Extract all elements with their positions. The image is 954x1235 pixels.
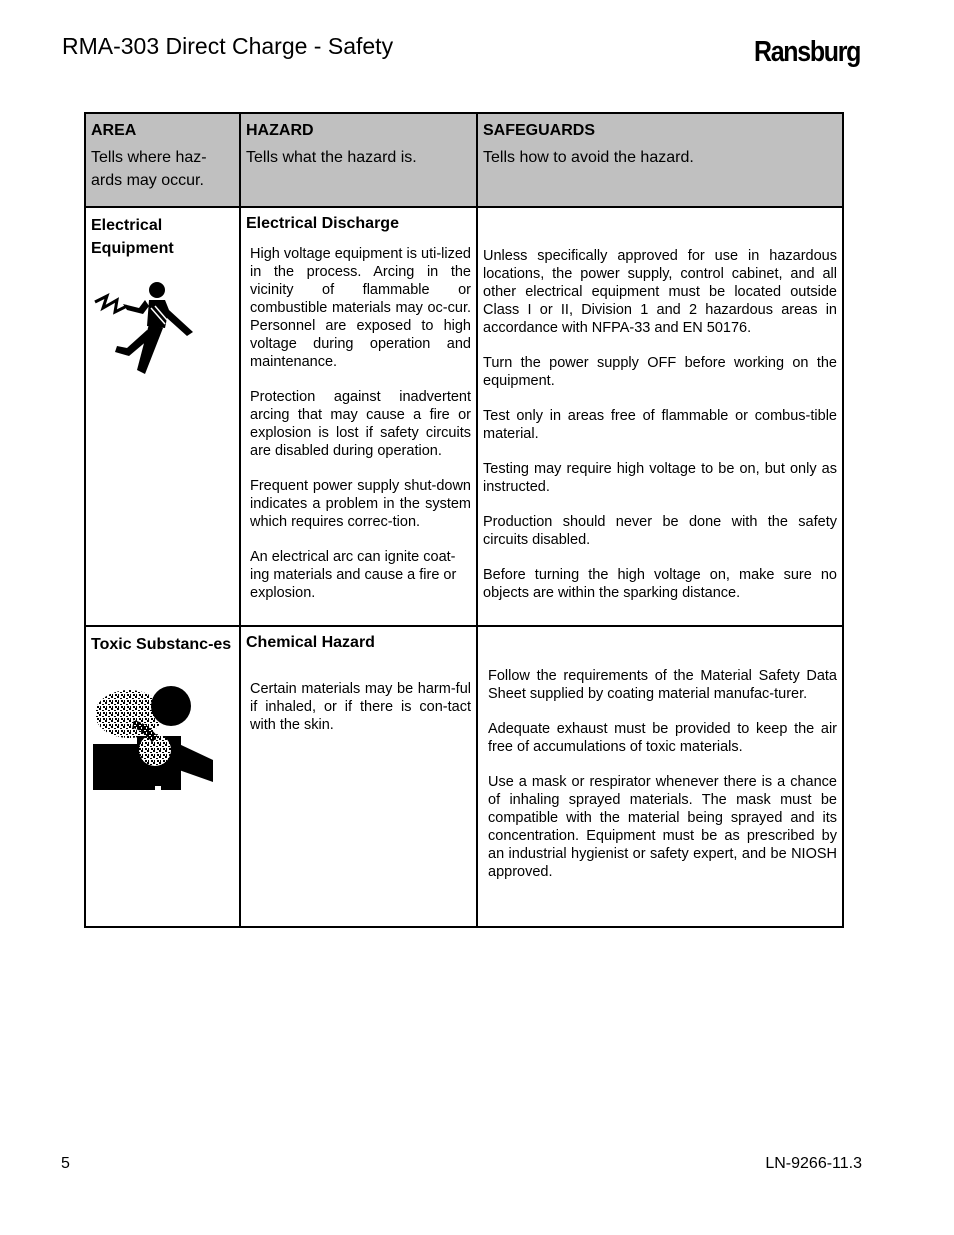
area-label: Electrical Equipment bbox=[91, 217, 174, 257]
table-row bbox=[85, 207, 843, 626]
document-code: LN-9266-11.3 bbox=[765, 1155, 862, 1172]
hazard-paragraph: Protection against inadvertent arcing that may cause a fire or explosion is lost if safety circuits are disabled during operation. bbox=[250, 389, 471, 459]
page-number: 5 bbox=[61, 1155, 70, 1172]
safeguard-paragraph: Use a mask or respirator whenever there is a chance of inhaling sprayed materials. The mask must be compatible with the material being sprayed and its concentration. Equipment must be as prescribed by an industrial hygienist or safety expert, and be NIOSH approved. bbox=[488, 774, 837, 880]
safeguards-list bbox=[483, 247, 837, 602]
safeguard-paragraph: Before turning the high voltage on, make sure no objects are within the sparking distance. bbox=[483, 567, 837, 601]
hazard-paragraph: Frequent power supply shut-down indicates a problem in the system which requires correc-tion. bbox=[250, 478, 471, 530]
hazard-paragraph: High voltage equipment is uti-lized in the process. Arcing in the vicinity of flammable or combustible materials may oc-cur. Personnel are exposed to high voltage during operation and maintenance. bbox=[250, 246, 471, 370]
hazard-title: Chemical Hazard bbox=[246, 634, 375, 651]
toxic-inhalation-icon bbox=[93, 684, 217, 802]
hazard-title: Electrical Discharge bbox=[246, 215, 399, 232]
safeguard-paragraph: Testing may require high voltage to be on, but only as instructed. bbox=[483, 461, 837, 495]
electric-shock-icon bbox=[93, 278, 205, 378]
column-heading: SAFEGUARDS bbox=[483, 122, 596, 139]
header-cell-area bbox=[85, 113, 240, 207]
table-header-row bbox=[85, 113, 843, 207]
safety-table bbox=[84, 112, 844, 928]
page-title: RMA-303 Direct Charge - Safety bbox=[62, 33, 394, 59]
hazard-description bbox=[246, 245, 471, 602]
safeguards-cell bbox=[477, 626, 843, 927]
column-heading: HAZARD bbox=[246, 122, 314, 139]
area-cell bbox=[85, 207, 240, 626]
hazard-paragraph: An electrical arc can ignite coat-ing materials and cause a fire or explosion. bbox=[250, 549, 457, 601]
area-label: Toxic Substanc-es bbox=[91, 636, 232, 653]
hazard-cell bbox=[240, 207, 477, 626]
safeguard-paragraph: Production should never be done with the safety circuits disabled. bbox=[483, 514, 837, 548]
area-cell bbox=[85, 626, 240, 927]
column-description: Tells what the hazard is. bbox=[246, 149, 417, 166]
safeguard-paragraph: Adequate exhaust must be provided to keep the air free of accumulations of toxic materials. bbox=[488, 721, 837, 755]
header-cell-safeguards bbox=[477, 113, 843, 207]
safeguard-paragraph: Test only in areas free of flammable or combus-tible material. bbox=[483, 408, 837, 442]
hazard-description bbox=[246, 680, 471, 734]
brand-logo: Ransburg bbox=[754, 36, 861, 68]
table-row bbox=[85, 626, 843, 927]
safeguard-paragraph: Follow the requirements of the Material Safety Data Sheet supplied by coating material manufac-turer. bbox=[488, 668, 837, 702]
column-description: Tells how to avoid the hazard. bbox=[483, 149, 694, 166]
safeguard-paragraph: Turn the power supply OFF before working on the equipment. bbox=[483, 355, 837, 389]
safeguard-paragraph: Unless specifically approved for use in hazardous locations, the power supply, control cabinet, and all other electrical equipment must be located outside Class I or II, Division 1 and 2 hazardous areas in accordance with NFPA-33 and EN 50176. bbox=[483, 248, 837, 336]
hazard-cell bbox=[240, 626, 477, 927]
hazard-paragraph: Certain materials may be harm-ful if inhaled, or if there is con-tact with the skin. bbox=[250, 681, 471, 733]
header-cell-hazard bbox=[240, 113, 477, 207]
safeguards-cell bbox=[477, 207, 843, 626]
safeguards-list bbox=[483, 667, 837, 881]
column-heading: AREA bbox=[91, 122, 137, 139]
column-description: Tells where haz-ards may occur. bbox=[91, 149, 207, 189]
